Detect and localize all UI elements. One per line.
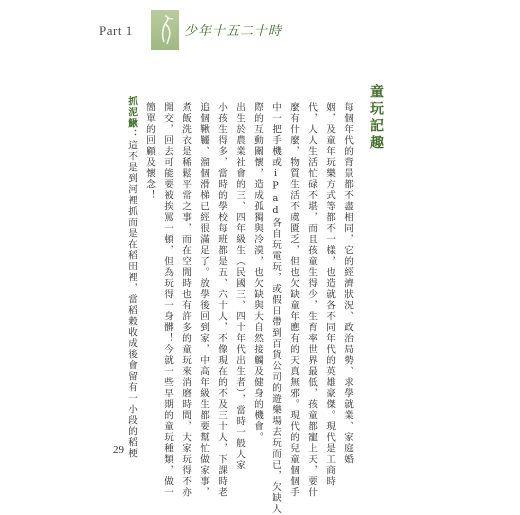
paragraph2-line: 小孩生得多，當時的學校每班都是五、六十人，不像現在的不及三十人，下課時老 [216, 102, 227, 498]
paragraph2-line: 出生於農業社會的三、四年級生（民國三、四十年代出生者），當時一般人家 [234, 102, 245, 472]
heron-icon [151, 10, 179, 50]
paragraph1-line: 中一把手機或iPad各自玩電玩，或假日帶到百貨公司的遊樂場去玩而已，欠缺人 [270, 102, 281, 515]
paragraph1-line: 際的互動關懷，造成孤獨與冷漠，也欠缺與大自然接觸及健身的機會。 [252, 102, 263, 443]
paragraph1-line: 代，人人生活忙碌不堪，而且孩童生得少，生育率世界最低，孩童都寵上天，要什 [306, 102, 317, 498]
item-label: 抓泥鰍： [126, 96, 137, 140]
paragraph2-line: 煮飯洗衣是稀鬆平常之事，而在空閒時也有許多的童玩來消磨時間，大家玩得不亦 [180, 102, 191, 498]
page-number: 29 [113, 444, 124, 456]
item-text: 這不是到河裡抓而是在稻田裡，當稻穀收成後會留有一小段的稻梗 [126, 140, 137, 459]
chapter-emblem [151, 10, 179, 50]
paragraph1-line: 姻，及童年玩樂方式等都不一樣，也造就各不同年代的英雄豪傑。現代是工商時 [324, 102, 335, 487]
paragraph1-line: 每個年代的背景都不盡相同，它的經濟狀況、政治局勢、求學就業、家庭婚 [342, 102, 353, 465]
chapter-title: 少年十五二十時 [184, 24, 283, 39]
section-heading: 童玩記趣 [368, 84, 384, 152]
item-entry [125, 96, 137, 459]
paragraph2-line: 開交，回去可能要被挨罵一頓，但為玩得一身髒！今就一些早期的童玩種類，做一 [162, 102, 173, 498]
paragraph2-line: 追個鞦韆、溜個滑梯已經很滿足了。放學後回到家，中高年級生都要幫忙做家事， [198, 102, 209, 498]
paragraph2-line: 簡單的回顧及懷念！ [144, 102, 155, 201]
part-label: Part 1 [99, 23, 133, 38]
paragraph1-line: 麼有什麼，物質生活不虞匱乏，但也欠缺童年應有的天真無邪。現代的兒童個個手 [288, 102, 299, 498]
